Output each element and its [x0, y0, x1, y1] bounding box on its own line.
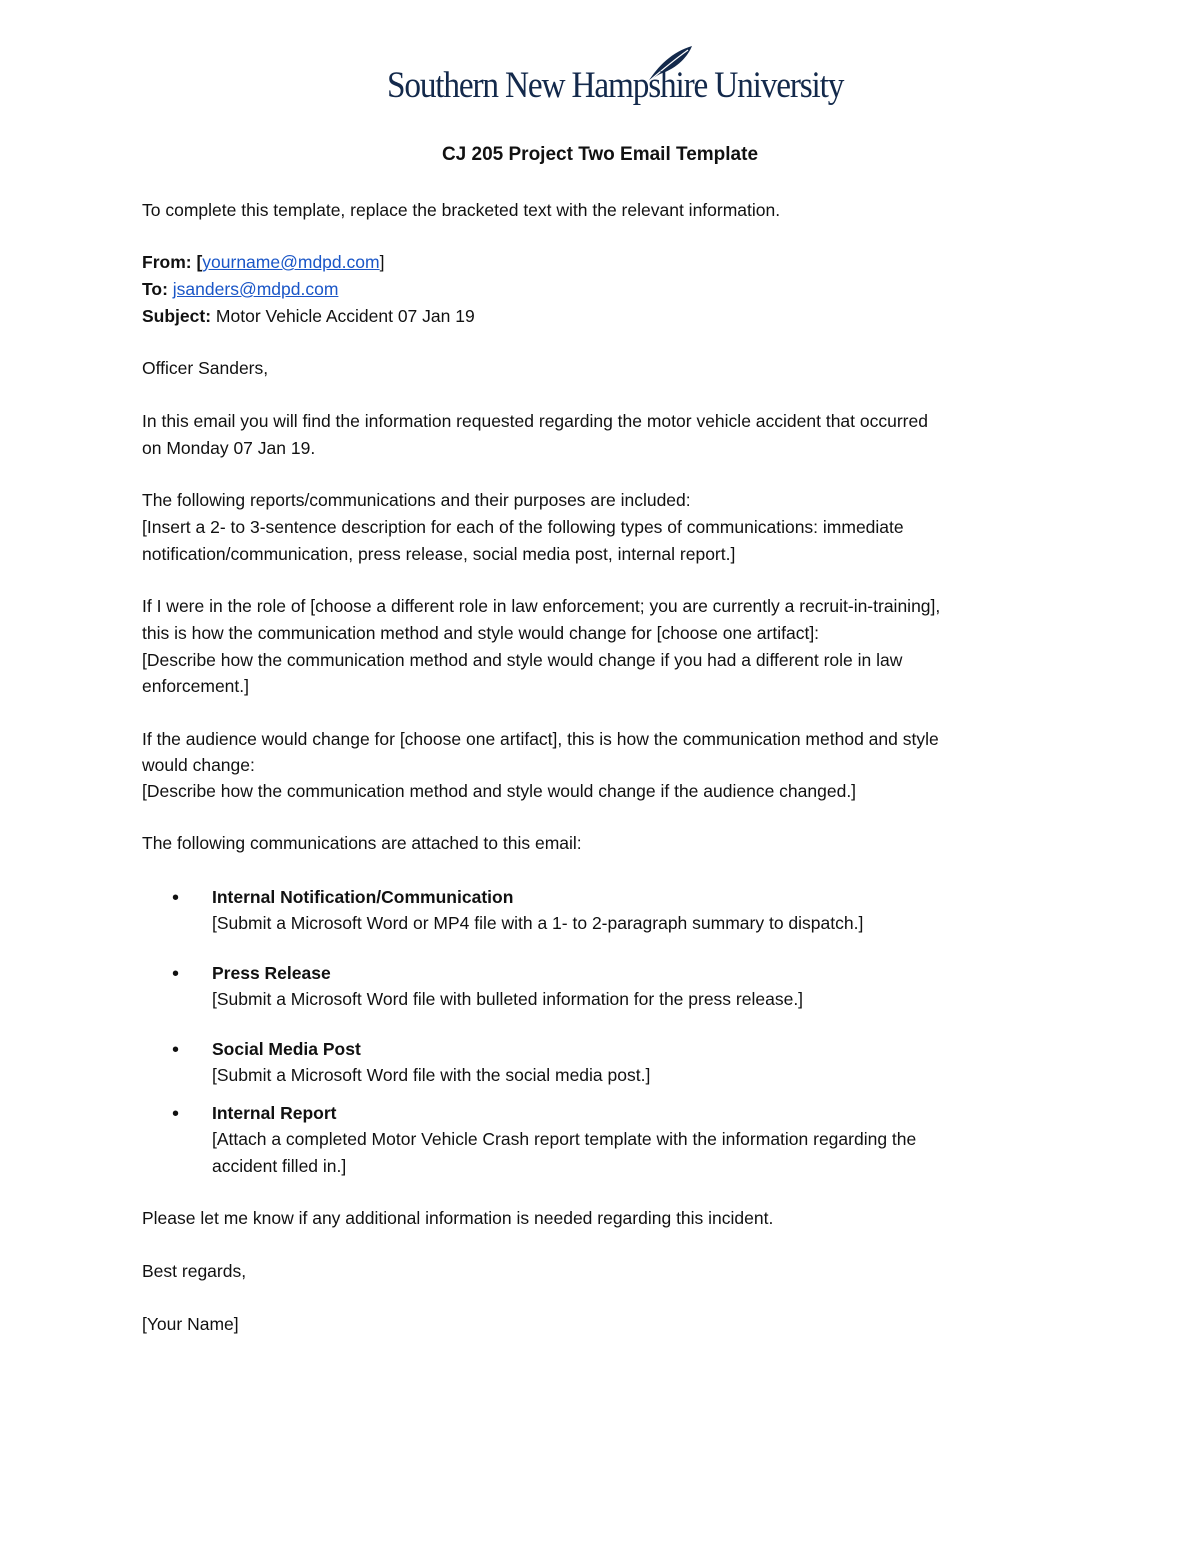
closing-request: Please let me know if any additional information is needed regarding this incident.	[142, 1208, 774, 1228]
reports-line: The following reports/communications and their purposes are included:	[142, 490, 691, 510]
attachment-desc: [Submit a Microsoft Word file with bulleted information for the press release.]	[212, 989, 804, 1009]
bullet-icon: •	[172, 1039, 180, 1061]
signoff: Best regards,	[142, 1261, 247, 1281]
greeting: Officer Sanders,	[142, 358, 269, 378]
bullet-icon: •	[172, 963, 180, 985]
attachment-title: Press Release	[212, 963, 331, 983]
attachment-title: Internal Notification/Communication	[212, 887, 514, 907]
to-email-link[interactable]: jsanders@mdpd.com	[172, 279, 339, 299]
from-email-link[interactable]: yourname@mdpd.com	[202, 252, 380, 272]
attachment-desc: [Submit a Microsoft Word file with the social media post.]	[212, 1065, 651, 1085]
bullet-icon: •	[172, 887, 180, 909]
intro-line: on Monday 07 Jan 19.	[142, 438, 316, 458]
audience-line: If the audience would change for [choose one artifact], this is how the communication method and style	[142, 729, 939, 749]
intro-line: In this email you will find the information requested regarding the motor vehicle accident that occurred	[142, 411, 928, 431]
to-label: To:	[142, 279, 168, 299]
audience-line: would change:	[142, 755, 255, 775]
subject-label: Subject:	[142, 306, 212, 326]
attached-intro: The following communications are attached to this email:	[142, 833, 582, 853]
attachment-desc: [Attach a completed Motor Vehicle Crash report template with the information regarding the	[212, 1129, 917, 1149]
from-bracket-open: [	[191, 252, 203, 272]
signature-name: [Your Name]	[142, 1314, 239, 1334]
logo-text: Southern New Hampshire University	[387, 65, 844, 106]
attachment-title: Social Media Post	[212, 1039, 361, 1059]
page-title: CJ 205 Project Two Email Template	[441, 144, 759, 165]
reports-line: [Insert a 2- to 3-sentence description for each of the following types of communications: immediate	[142, 517, 904, 537]
role-line: If I were in the role of [choose a different role in law enforcement; you are currently a recruit-in-training],	[142, 596, 941, 616]
instructions: To complete this template, replace the bracketed text with the relevant information.	[142, 200, 781, 220]
audience-line: [Describe how the communication method and style would change if the audience changed.]	[142, 781, 857, 801]
from-line	[142, 252, 384, 273]
role-line: enforcement.]	[142, 676, 249, 696]
attachment-desc: accident filled in.]	[212, 1156, 347, 1176]
role-line: this is how the communication method and style would change for [choose one artifact]:	[142, 623, 820, 643]
attachment-title: Internal Report	[212, 1103, 337, 1123]
reports-line: notification/communication, press release, social media post, internal report.]	[142, 544, 736, 564]
subject-line	[142, 306, 475, 327]
attachment-desc: [Submit a Microsoft Word or MP4 file with a 1- to 2-paragraph summary to dispatch.]	[212, 913, 864, 933]
bullet-icon: •	[172, 1103, 180, 1125]
from-bracket-close: ]	[379, 252, 385, 272]
role-line: [Describe how the communication method and style would change if you had a different role in law	[142, 650, 903, 670]
from-label: From:	[142, 252, 192, 272]
subject-value: Motor Vehicle Accident 07 Jan 19	[211, 306, 475, 326]
university-logo	[387, 44, 844, 110]
to-line	[142, 279, 338, 300]
